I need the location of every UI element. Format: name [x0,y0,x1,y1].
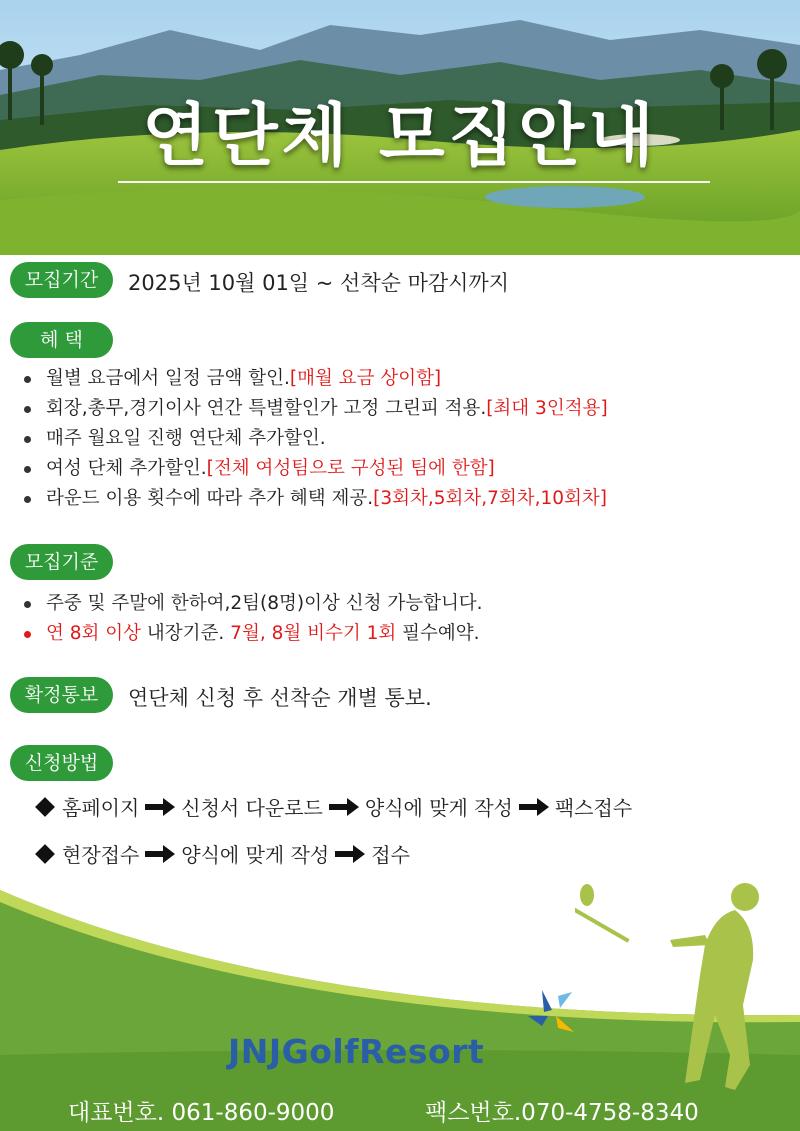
method-row-online [34,792,632,821]
period-tag: 모집기간 [10,262,113,298]
step-label: 접수 [371,843,410,867]
arrow-right-icon [517,796,551,818]
step-label: 현장접수 [62,843,140,867]
resort-logo: JNJGolfResort [228,1032,485,1071]
golfer-silhouette-icon [575,865,800,1095]
arrow-right-icon [327,796,361,818]
step-label: 홈페이지 [62,796,140,820]
list-item: 매주 월요일 진행 연단체 추가할인. [22,424,608,454]
phone-number: 대표번호. 061-860-9000 [68,1100,335,1126]
list-item: 여성 단체 추가할인.[전체 여성팀으로 구성된 팀에 한함] [22,454,608,484]
footer [0,850,800,1131]
list-item: 월별 요금에서 일정 금액 할인.[매월 요금 상이함] [22,364,608,394]
resort-logo-mark-icon [522,986,578,1042]
diamond-bullet-icon [35,797,55,817]
step-label: 팩스접수 [554,796,633,820]
list-item: 주중 및 주말에 한하여,2팀(8명)이상 신청 가능합니다. [22,589,483,619]
title-underline [118,181,710,183]
page-title: 연단체 모집안내 [142,97,658,176]
hero-banner [0,0,800,255]
list-item: 회장,총무,경기이사 연간 특별할인가 고정 그린피 적용.[최대 3인적용] [22,394,608,424]
list-item: 라운드 이용 횟수에 따라 추가 혜택 제공.[3회차,5회차,7회차,10회차] [22,484,608,514]
criteria-list [22,589,483,649]
step-label: 양식에 맞게 작성 [181,843,330,867]
list-item: 연 8회 이상 내장기준. 7월, 8월 비수기 1회 필수예약. [22,619,483,649]
criteria-tag: 모집기준 [10,544,113,580]
arrow-right-icon [143,796,177,818]
benefits-list [22,364,608,514]
method-tag: 신청방법 [10,745,113,781]
period-text: 2025년 10월 01일 ~ 선착순 마감시까지 [128,271,510,295]
step-label: 양식에 맞게 작성 [364,796,513,820]
fax-number: 팩스번호.070-4758-8340 [425,1100,699,1126]
step-label: 신청서 다운로드 [181,796,323,820]
notice-text: 연단체 신청 후 선착순 개별 통보. [128,686,432,710]
benefits-tag: 혜 택 [10,322,113,358]
notice-tag: 확정통보 [10,677,113,713]
